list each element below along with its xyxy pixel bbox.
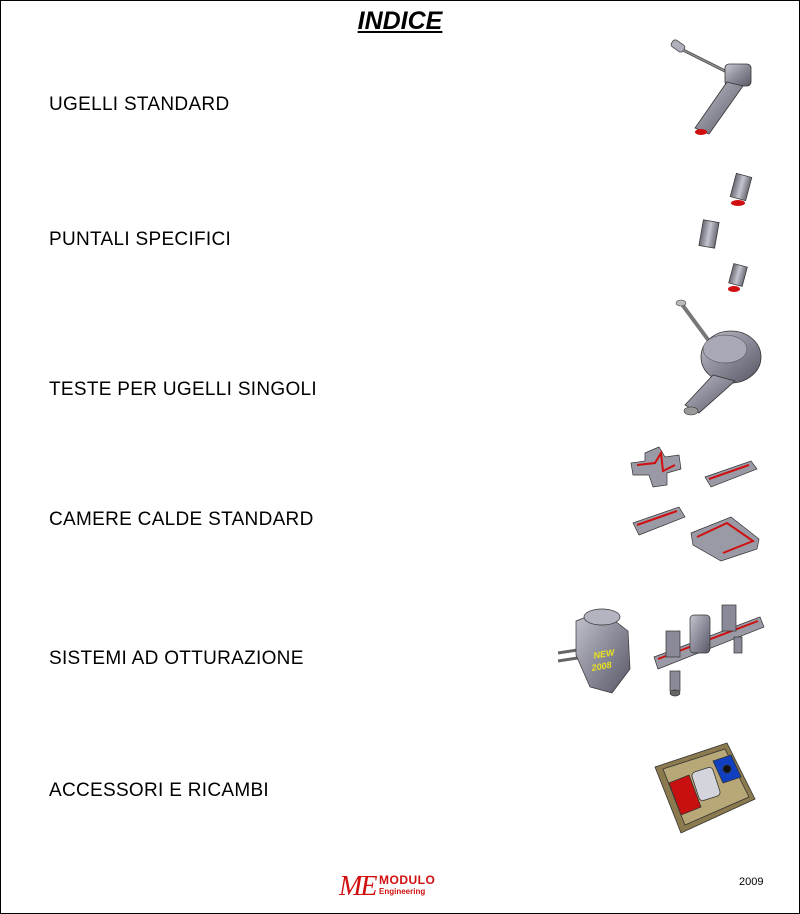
index-entry-ugelli-standard[interactable]: UGELLI STANDARD <box>49 94 230 115</box>
logo-company-subtitle: Engineering <box>379 887 426 896</box>
index-entry-sistemi-ad-otturazione[interactable]: SISTEMI AD OTTURAZIONE <box>49 648 304 669</box>
accessories-spares-icon <box>651 737 761 837</box>
page-title: INDICE <box>357 7 443 35</box>
standard-nozzle-icon <box>661 36 761 141</box>
nozzle-tips-icon <box>691 169 761 301</box>
modulo-engineering-logo <box>339 869 449 903</box>
index-entry-accessori-e-ricambi[interactable]: ACCESSORI E RICAMBI <box>49 780 270 801</box>
single-nozzle-head-icon <box>669 297 764 422</box>
valve-gate-systems-icon <box>554 597 766 709</box>
index-entry-puntali-specifici[interactable]: PUNTALI SPECIFICI <box>49 229 232 250</box>
new-badge: NEW <box>592 647 616 661</box>
year-badge: 2008 <box>590 659 613 674</box>
hot-runner-manifolds-icon <box>627 441 767 566</box>
index-entry-teste-per-ugelli-singoli[interactable]: TESTE PER UGELLI SINGOLI <box>49 379 317 400</box>
index-entry-camere-calde-standard[interactable]: CAMERE CALDE STANDARD <box>49 509 314 530</box>
publication-year: 2009 <box>739 876 764 888</box>
logo-mark: ME <box>339 871 376 902</box>
logo-company-name: MODULO <box>379 873 436 887</box>
